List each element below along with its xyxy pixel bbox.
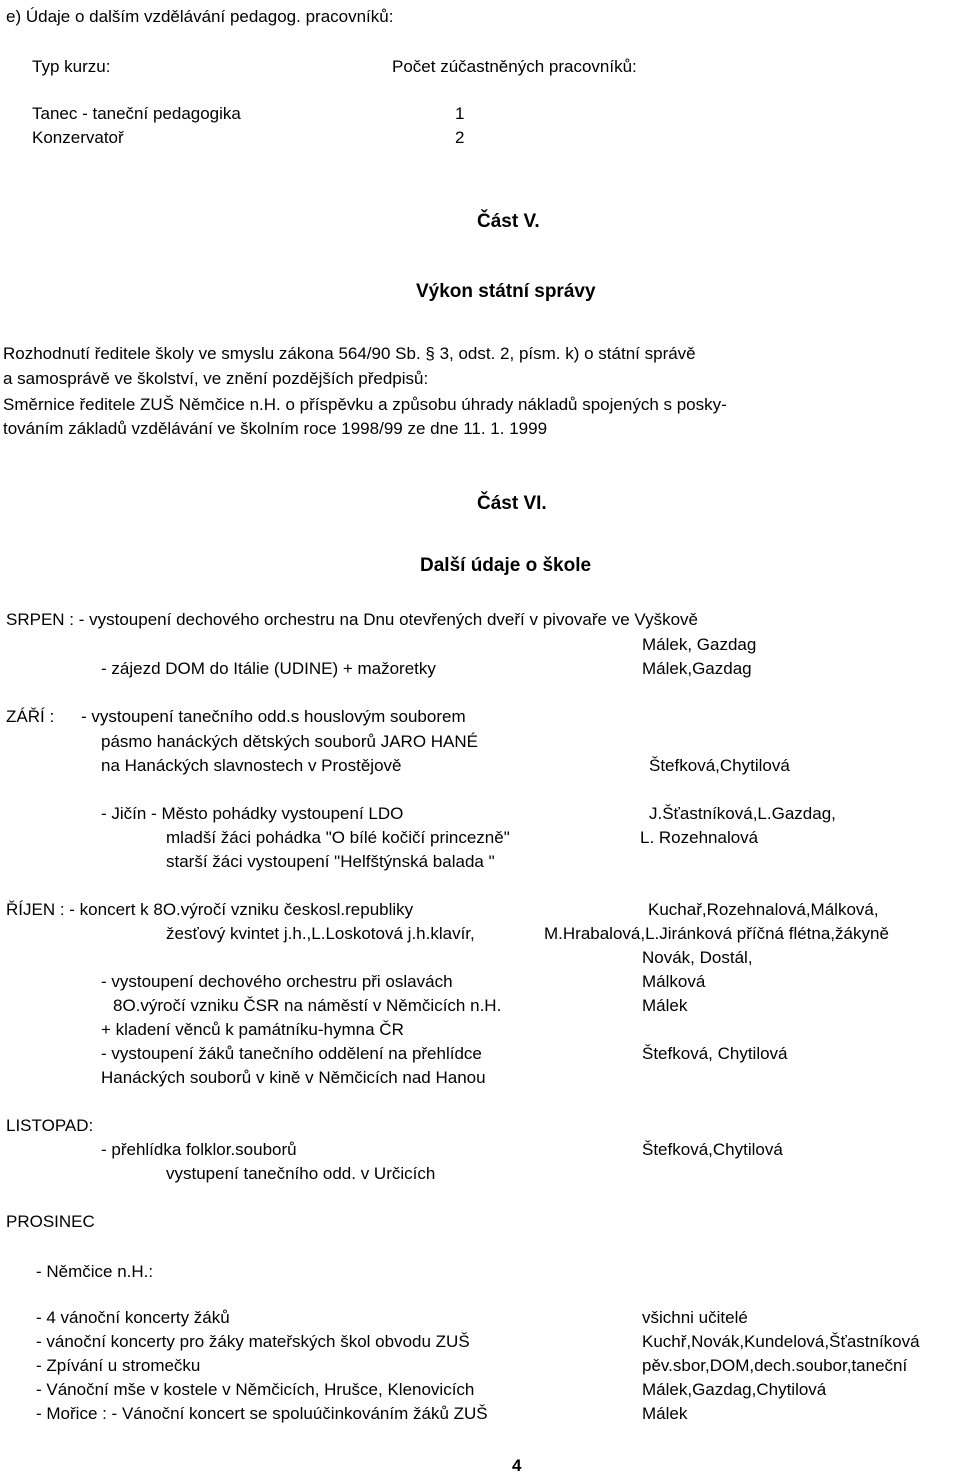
prosinec-item: - 4 vánoční koncerty žáků xyxy=(36,1308,230,1327)
part6-title: Část VI. xyxy=(477,493,547,514)
prosinec-item: - vánoční koncerty pro žáky mateřských škol obvodu ZUŠ xyxy=(36,1332,470,1351)
course-name: Konzervatoř xyxy=(32,128,124,147)
rijen-line: - vystoupení žáků tanečního oddělení na přehlídce xyxy=(101,1044,482,1063)
zari-names: Štefková,Chytilová xyxy=(649,756,790,775)
prosinec-item: - Mořice : - Vánoční koncert se spoluúčinkováním žáků ZUŠ xyxy=(36,1404,488,1423)
part5-line: a samosprávě ve školství, ve znění pozdějších předpisů: xyxy=(3,369,429,388)
col-count-header: Počet zúčastněných pracovníků: xyxy=(392,57,637,76)
prosinec-item: - Vánoční mše v kostele v Němčicích, Hrušce, Klenovicích xyxy=(36,1380,475,1399)
rijen-names: Kuchař,Rozehnalová,Málková, xyxy=(648,900,879,919)
zari-label: ZÁŘÍ : xyxy=(6,707,55,726)
page-number: 4 xyxy=(512,1456,522,1475)
listopad-names: Štefková,Chytilová xyxy=(642,1140,783,1159)
rijen-names: Málková xyxy=(642,972,706,991)
rijen-line: ŘÍJEN : - koncert k 8O.výročí vzniku českosl.republiky xyxy=(6,900,414,919)
section-e-heading: e) Údaje o dalším vzdělávání pedagog. pracovníků: xyxy=(6,7,394,26)
rijen-line: Hanáckých souborů v kině v Němčicích nad Hanou xyxy=(101,1068,486,1087)
prosinec-names: Kuchř,Novák,Kundelová,Šťastníková xyxy=(642,1332,920,1351)
prosinec-names: všichni učitelé xyxy=(642,1308,748,1327)
prosinec-names: pěv.sbor,DOM,dech.soubor,taneční xyxy=(642,1356,908,1375)
zari-line: na Hanáckých slavnostech v Prostějově xyxy=(101,756,402,775)
zari-line: - vystoupení tanečního odd.s houslovým souborem xyxy=(81,707,466,726)
listopad-line: - přehlídka folklor.souborů xyxy=(101,1140,297,1159)
srpen-line: SRPEN : - vystoupení dechového orchestru na Dnu otevřených dveří v pivovaře ve Vyškově xyxy=(6,610,698,629)
rijen-names: Málek xyxy=(642,996,688,1015)
part5-line: Směrnice ředitele ZUŠ Němčice n.H. o příspěvku a způsobu úhrady nákladů spojených s posky- xyxy=(3,395,727,414)
part5-subtitle: Výkon státní správy xyxy=(416,281,596,302)
course-count: 2 xyxy=(455,128,465,147)
rijen-line: + kladení věnců k památníku-hymna ČR xyxy=(101,1020,404,1039)
rijen-names: Novák, Dostál, xyxy=(642,948,753,967)
zari-names: J.Šťastníková,L.Gazdag, xyxy=(649,804,836,823)
prosinec-item: - Zpívání u stromečku xyxy=(36,1356,201,1375)
part5-title: Část V. xyxy=(477,211,540,232)
prosinec-names: Málek,Gazdag,Chytilová xyxy=(642,1380,827,1399)
col-course-header: Typ kurzu: xyxy=(32,57,111,76)
zari-names: L. Rozehnalová xyxy=(640,828,759,847)
zari-line: pásmo hanáckých dětských souborů JARO HANÉ xyxy=(101,732,479,751)
rijen-line: žesťový kvintet j.h.,L.Loskotová j.h.klavír, xyxy=(166,924,475,943)
rijen-names: M.Hrabalová,L.Jiránková příčná flétna,žákyně xyxy=(544,924,889,943)
zari-line: - Jičín - Město pohádky vystoupení LDO xyxy=(101,804,404,823)
prosinec-place: - Němčice n.H.: xyxy=(36,1262,154,1281)
srpen-names: Málek,Gazdag xyxy=(642,659,752,678)
rijen-line: 8O.výročí vzniku ČSR na náměstí v Němčicích n.H. xyxy=(113,996,502,1015)
srpen-names: Málek, Gazdag xyxy=(642,635,757,654)
zari-line: mladší žáci pohádka "O bílé kočičí princezně" xyxy=(166,828,510,847)
part5-line: továním základů vzdělávání ve školním roce 1998/99 ze dne 11. 1. 1999 xyxy=(3,419,548,438)
zari-line: starší žáci vystoupení "Helfštýnská balada " xyxy=(166,852,495,871)
prosinec-names: Málek xyxy=(642,1404,688,1423)
part5-line: Rozhodnutí ředitele školy ve smyslu zákona 564/90 Sb. § 3, odst. 2, písm. k) o státní správě xyxy=(3,344,696,363)
course-count: 1 xyxy=(455,104,465,123)
part6-subtitle: Další údaje o škole xyxy=(420,555,592,576)
course-name: Tanec - taneční pedagogika xyxy=(32,104,241,123)
prosinec-label: PROSINEC xyxy=(6,1212,95,1231)
listopad-line: vystupení tanečního odd. v Určicích xyxy=(166,1164,436,1183)
srpen-item: - zájezd DOM do Itálie (UDINE) + mažoretky xyxy=(101,659,436,678)
rijen-line: - vystoupení dechového orchestru při oslavách xyxy=(101,972,453,991)
listopad-label: LISTOPAD: xyxy=(6,1116,94,1135)
rijen-names: Štefková, Chytilová xyxy=(642,1044,788,1063)
